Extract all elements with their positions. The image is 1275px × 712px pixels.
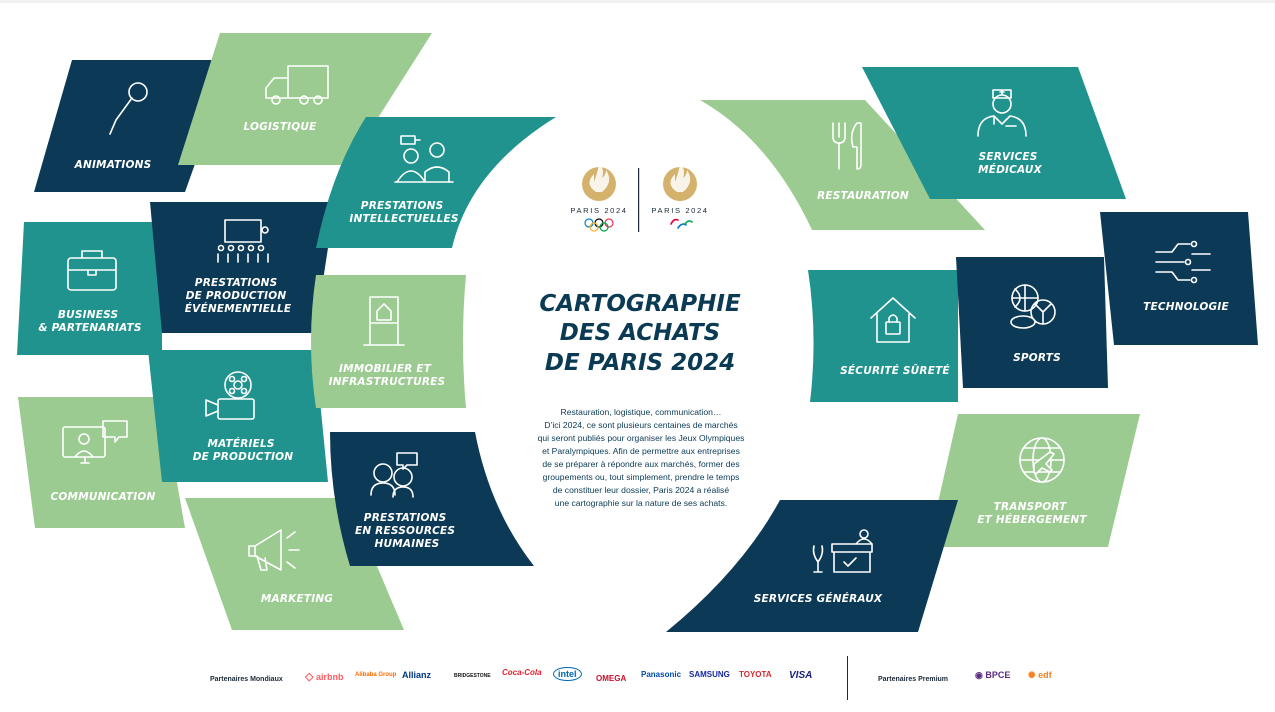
label-immobilier: IMMOBILIER ET INFRASTRUCTURES: [328, 363, 446, 388]
partners-divider: [847, 656, 848, 700]
sponsor-intel-name: intel: [558, 669, 577, 679]
sponsor-alibaba-name: Alibaba Group: [355, 672, 397, 678]
category-securite[interactable]: [808, 270, 958, 402]
svg-text:et Paralympiques. Afin de perm: et Paralympiques. Afin de permettre aux entreprises: [542, 446, 740, 456]
svg-text:Restauration, logistique, comm: Restauration, logistique, communication…: [560, 407, 722, 417]
sponsor-bridgestone-name: BRIDGESTONE: [454, 673, 491, 679]
label-logistique: LOGISTIQUE: [243, 121, 317, 133]
intro-paragraph: [538, 407, 745, 508]
logo-divider: [638, 168, 639, 232]
label-animations: ANIMATIONS: [74, 159, 152, 171]
sponsor-visa-name: VISA: [789, 670, 813, 681]
partners-premium-label: Partenaires Premium: [878, 676, 949, 683]
agitos-icon: [671, 220, 692, 229]
svg-text:qui seront publiés pour organi: qui seront publiés pour organiser les Jeux Olympiques: [537, 433, 745, 443]
category-production-evenementielle[interactable]: [150, 202, 335, 333]
label-communication: COMMUNICATION: [50, 491, 156, 503]
svg-text:D’ici 2024, ce sont plusieurs: D’ici 2024, ce sont plusieurs centaines de marchés: [544, 420, 738, 430]
sponsor-airbnb-logo: [305, 670, 344, 683]
sponsor-visa-logo: [789, 670, 812, 681]
sponsor-allianz-logo: [402, 670, 431, 680]
edf-icon: ✺: [1028, 670, 1036, 680]
label-securite: SÉCURITÉ SÛRETÉ: [840, 365, 950, 377]
category-ressources-humaines[interactable]: [330, 432, 534, 566]
sponsor-samsung-logo: [689, 670, 730, 679]
sponsor-toyota-name: TOYOTA: [739, 670, 772, 679]
sponsor-omega-name: OMEGA: [596, 674, 627, 683]
category-business[interactable]: [17, 222, 162, 355]
svg-text:DES ACHATS: DES ACHATS: [559, 320, 721, 346]
sponsor-bpce-name: BPCE: [985, 670, 1011, 680]
sponsor-samsung-name: SAMSUNG: [689, 670, 730, 679]
airbnb-icon: ◇: [305, 671, 314, 683]
label-business: BUSINESS & PARTENARIATS: [38, 309, 142, 334]
category-sports[interactable]: [956, 257, 1108, 388]
sponsor-panasonic-logo: [641, 670, 681, 679]
svg-text:une cartographie sur la nature: une cartographie sur la nature de ses achats.: [554, 498, 728, 508]
olympic-rings-icon: [585, 219, 613, 231]
label-services-medicaux: SERVICES MÉDICAUX: [978, 151, 1042, 176]
sponsor-cocacola-name: Coca-Cola: [502, 668, 542, 677]
category-services-generaux[interactable]: [666, 500, 958, 632]
sponsor-edf-logo: [1028, 670, 1052, 681]
label-services-generaux: SERVICES GÉNÉRAUX: [753, 593, 883, 605]
category-immobilier[interactable]: [311, 275, 466, 408]
logo-olympic-text: PARIS 2024: [570, 206, 628, 215]
partners-mondiaux-label: Partenaires Mondiaux: [210, 676, 283, 683]
svg-text:CARTOGRAPHIE: CARTOGRAPHIE: [539, 291, 741, 317]
page-title: [539, 291, 741, 376]
sponsor-allianz-name: Allianz: [402, 670, 432, 680]
label-marketing: MARKETING: [260, 593, 334, 605]
logo-paralympic-text: PARIS 2024: [651, 206, 709, 215]
sponsor-cocacola-logo: [502, 668, 542, 677]
svg-text:groupements ou, tout simplemen: groupements ou, tout simplement, prendre le temps: [542, 472, 740, 482]
label-technologie: TECHNOLOGIE: [1143, 301, 1229, 313]
label-transport: TRANSPORT ET HÉBERGEMENT: [977, 501, 1087, 526]
sponsor-edf-name: edf: [1038, 670, 1052, 680]
label-production-evenementielle: PRESTATIONS DE PRODUCTION ÉVÉNEMENTIELLE: [184, 277, 292, 315]
paris-2024-logo-paralympic: [651, 162, 708, 228]
sponsor-omega-logo: [596, 674, 626, 683]
paris-2024-logo-olympic: [570, 162, 627, 231]
label-prestations-intellectuelles: PRESTATIONS INTELLECTUELLES: [349, 200, 459, 225]
category-transport[interactable]: [928, 414, 1140, 547]
svg-text:DE PARIS 2024: DE PARIS 2024: [544, 350, 736, 376]
sponsor-intel-logo: [553, 667, 582, 681]
sponsor-airbnb-name: airbnb: [315, 672, 344, 682]
category-technologie[interactable]: [1100, 212, 1258, 345]
label-ressources-humaines: PRESTATIONS EN RESSOURCES HUMAINES: [354, 512, 456, 550]
svg-text:de constituer leur dossier, Pa: de constituer leur dossier, Paris 2024 a réalisé: [552, 485, 730, 495]
sponsor-bridgestone-logo: [454, 673, 491, 679]
label-materiels: MATÉRIELS DE PRODUCTION: [192, 438, 294, 463]
sponsor-toyota-logo: [739, 670, 772, 679]
partners-strip: [0, 652, 1275, 712]
bpce-icon: ◉: [975, 670, 983, 680]
svg-text:de se préparer à répondre aux: de se préparer à répondre aux marchés, former des: [542, 459, 740, 469]
sponsor-bpce-logo: [975, 670, 1010, 681]
sponsor-alibaba-logo: [355, 672, 396, 678]
label-restauration: RESTAURATION: [817, 190, 909, 202]
sponsor-panasonic-name: Panasonic: [641, 670, 682, 679]
category-materiels[interactable]: [148, 350, 328, 482]
label-sports: SPORTS: [1013, 352, 1061, 364]
